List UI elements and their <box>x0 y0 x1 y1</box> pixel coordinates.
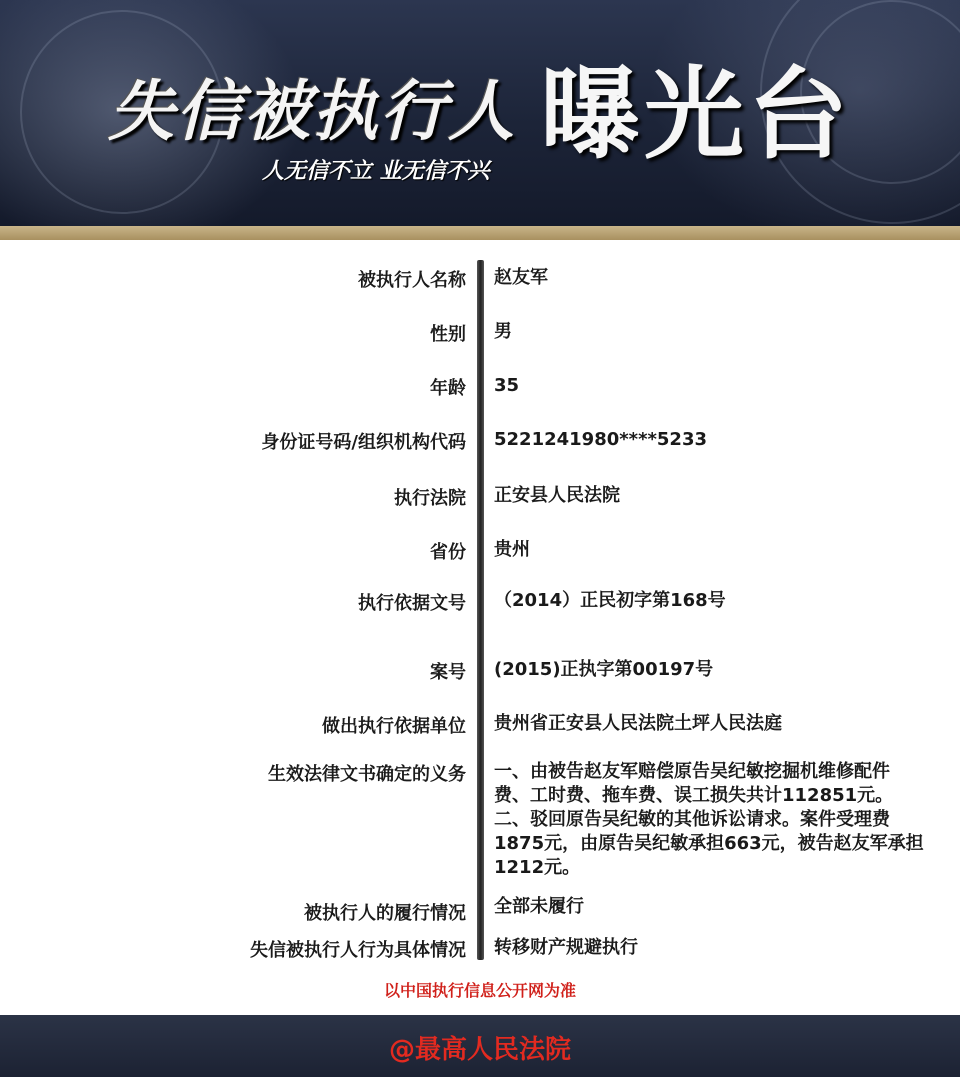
banner-title: 失信被执行人 <box>108 73 516 150</box>
field-label: 性别 <box>430 324 466 345</box>
field-value: 男 <box>494 321 512 342</box>
field-value: 赵友军 <box>494 267 548 288</box>
field-value: 5221241980****5233 <box>494 429 707 450</box>
field-label: 生效法律文书确定的义务 <box>268 764 466 785</box>
field-label: 失信被执行人行为具体情况 <box>250 940 466 961</box>
footer-bar <box>0 1015 960 1077</box>
field-value: 35 <box>494 375 520 396</box>
field-value: (2015)正执字第00197号 <box>494 659 714 680</box>
field-value: （2014）正民初字第168号 <box>494 590 726 611</box>
source-footnote: 以中国执行信息公开网为准 <box>383 981 576 1000</box>
field-label: 被执行人名称 <box>358 270 466 291</box>
field-label: 案号 <box>430 662 466 683</box>
field-label: 身份证号码/组织机构代码 <box>261 432 466 453</box>
footer-org-name: @最高人民法院 <box>388 1035 571 1065</box>
vertical-divider <box>477 260 484 960</box>
banner-title-large: 曝光台 <box>540 56 852 173</box>
field-label: 省份 <box>430 542 466 563</box>
field-label: 执行依据文号 <box>358 593 466 614</box>
field-value: 正安县人民法院 <box>494 485 620 506</box>
field-value: 一、由被告赵友军赔偿原告吴纪敏挖掘机维修配件费、工时费、拖车费、误工损失共计112851元。二、驳回原告吴纪敏的其他诉讼请求。案件受理费1875元，由原告吴纪敏承担663元，被告赵友军承担1212元。 <box>494 761 924 878</box>
banner-slogan: 人无信不立 业无信不兴 <box>262 159 490 184</box>
gold-divider-bar <box>0 226 960 240</box>
field-label: 执行法院 <box>394 488 466 509</box>
field-label: 被执行人的履行情况 <box>304 903 466 924</box>
field-value: 全部未履行 <box>494 896 584 917</box>
field-value: 贵州省正安县人民法院土坪人民法庭 <box>494 713 782 734</box>
field-label: 做出执行依据单位 <box>322 716 466 737</box>
header-banner <box>0 0 960 226</box>
field-label: 年龄 <box>430 378 466 399</box>
field-value: 贵州 <box>494 539 530 560</box>
field-value: 转移财产规避执行 <box>494 937 638 958</box>
